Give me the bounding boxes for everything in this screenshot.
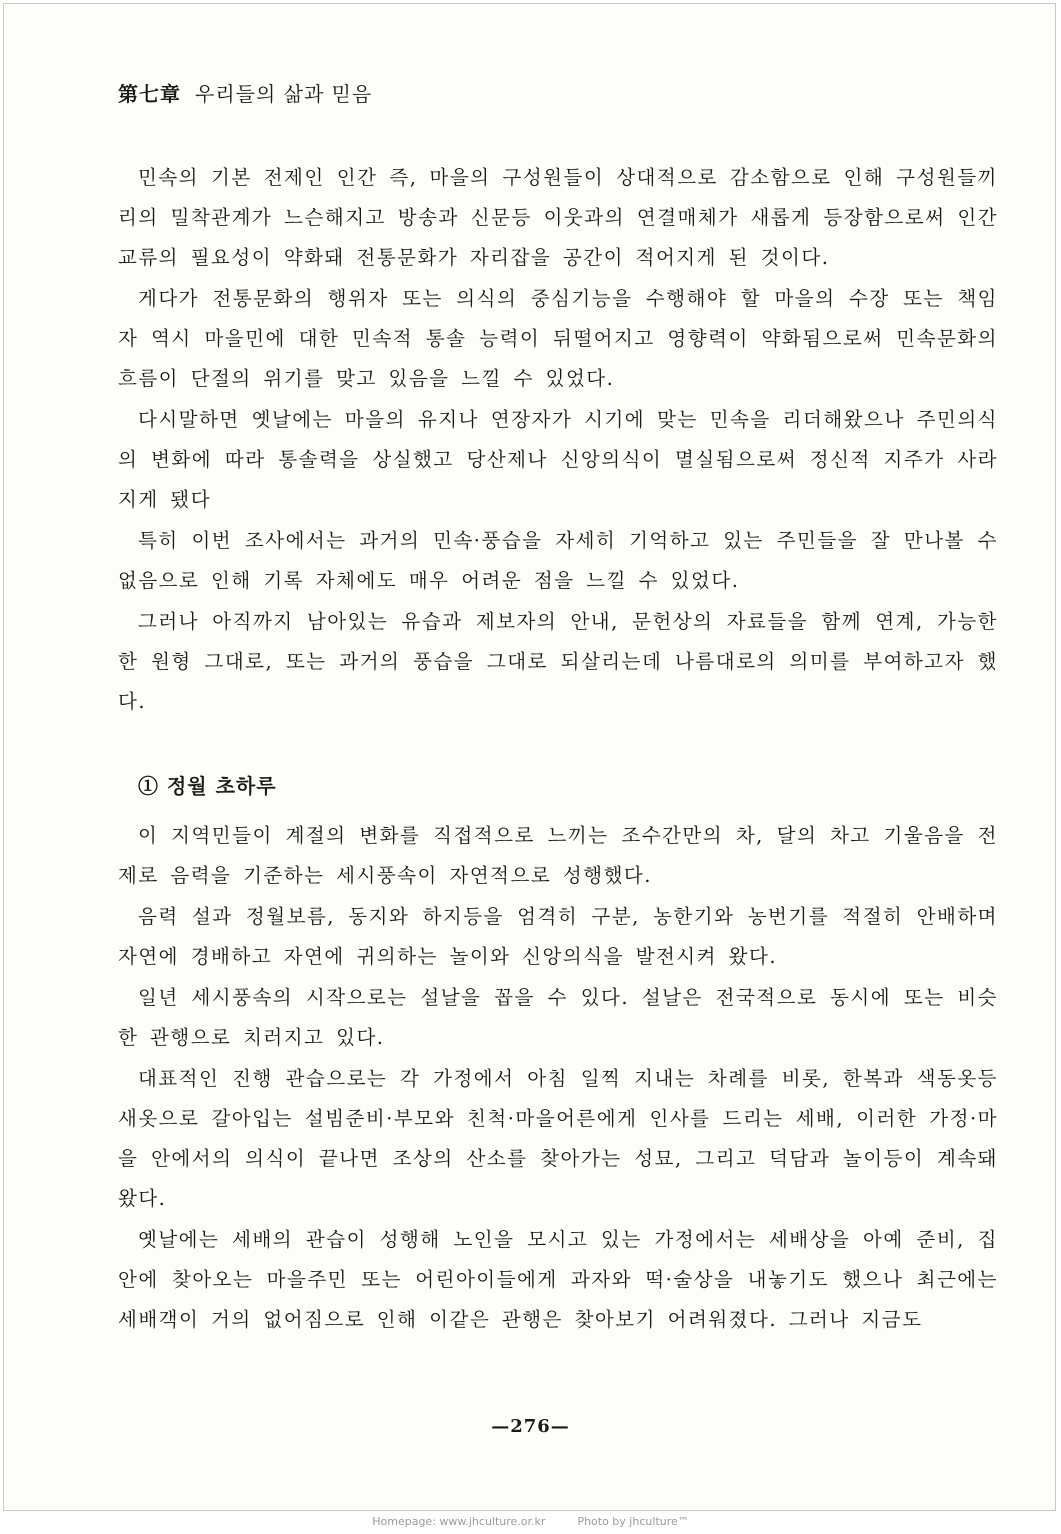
paragraph: 그러나 아직까지 남아있는 유습과 제보자의 안내, 문헌상의 자료들을 함께 연계, 가능한한 원형 그대로, 또는 과거의 풍습을 그대로 되살리는데 나름대로의 의미를 부여하고자 했다.: [118, 610, 998, 713]
chapter-label: 第七章: [118, 82, 181, 106]
running-header: [118, 78, 372, 107]
page-number: —276—: [491, 1416, 570, 1437]
body-text: [118, 158, 998, 1340]
paragraph: 게다가 전통문화의 행위자 또는 의식의 중심기능을 수행해야 할 마을의 수장 또는 책임자 역시 마을민에 대한 민속적 통솔 능력이 뒤떨어지고 영향력이 약화됨으로써 민속문화의 흐름이 단절의 위기를 맞고 있음을 느낄 수 있었다.: [118, 287, 998, 390]
paragraph: 이 지역민들이 계절의 변화를 직접적으로 느끼는 조수간만의 차, 달의 차고 기울음을 전제로 음력을 기준하는 세시풍속이 자연적으로 성행했다.: [118, 824, 998, 887]
paragraph: 일년 세시풍속의 시작으로는 설날을 꼽을 수 있다. 설날은 전국적으로 동시에 또는 비슷한 관행으로 치러지고 있다.: [118, 986, 998, 1049]
footer: [0, 1515, 1061, 1528]
paragraph: 다시말하면 옛날에는 마을의 유지나 연장자가 시기에 맞는 민속을 리더해왔으나 주민의식의 변화에 따라 통솔력을 상실했고 당산제나 신앙의식이 멸실됨으로써 정신적 지주가 사라지게 됐다: [118, 408, 998, 511]
paragraph: 옛날에는 세배의 관습이 성행해 노인을 모시고 있는 가정에서는 세배상을 아예 준비, 집안에 찾아오는 마을주민 또는 어린아이들에게 과자와 떡·술상을 내놓기도 했으나 최근에는 세배객이 거의 없어짐으로 인해 이같은 관행은 찾아보기 어려워졌다. 그러나 지금도: [118, 1228, 998, 1331]
paragraph: 대표적인 진행 관습으로는 각 가정에서 아침 일찍 지내는 차례를 비롯, 한복과 색동옷등 새옷으로 갈아입는 설빔준비·부모와 친척·마을어른에게 인사를 드리는 세배, 이러한 가정·마을 안에서의 의식이 끝나면 조상의 산소를 찾아가는 성묘, 그리고 덕담과 놀이등이 계속돼 왔다.: [118, 1067, 998, 1210]
section-heading: ① 정월 초하루: [138, 774, 277, 798]
paragraph: 민속의 기본 전제인 인간 즉, 마을의 구성원들이 상대적으로 감소함으로 인해 구성원들끼리의 밀착관계가 느슨해지고 방송과 신문등 이웃과의 연결매체가 새롭게 등장함으로써 인간 교류의 필요성이 약화돼 전통문화가 자리잡을 공간이 적어지게 된 것이다.: [118, 166, 998, 269]
homepage-link[interactable]: Homepage: www.jhculture.or.kr: [372, 1515, 546, 1528]
photo-credit: Photo by jhculture™: [577, 1515, 689, 1528]
chapter-title: 우리들의 삶과 믿음: [195, 82, 373, 106]
paragraph: 특히 이번 조사에서는 과거의 민속·풍습을 자세히 기억하고 있는 주민들을 잘 만나볼 수 없음으로 인해 기록 자체에도 매우 어려운 점을 느낄 수 있었다.: [118, 529, 998, 592]
paragraph: 음력 설과 정월보름, 동지와 하지등을 엄격히 구분, 농한기와 농번기를 적절히 안배하며 자연에 경배하고 자연에 귀의하는 놀이와 신앙의식을 발전시켜 왔다.: [118, 905, 998, 968]
